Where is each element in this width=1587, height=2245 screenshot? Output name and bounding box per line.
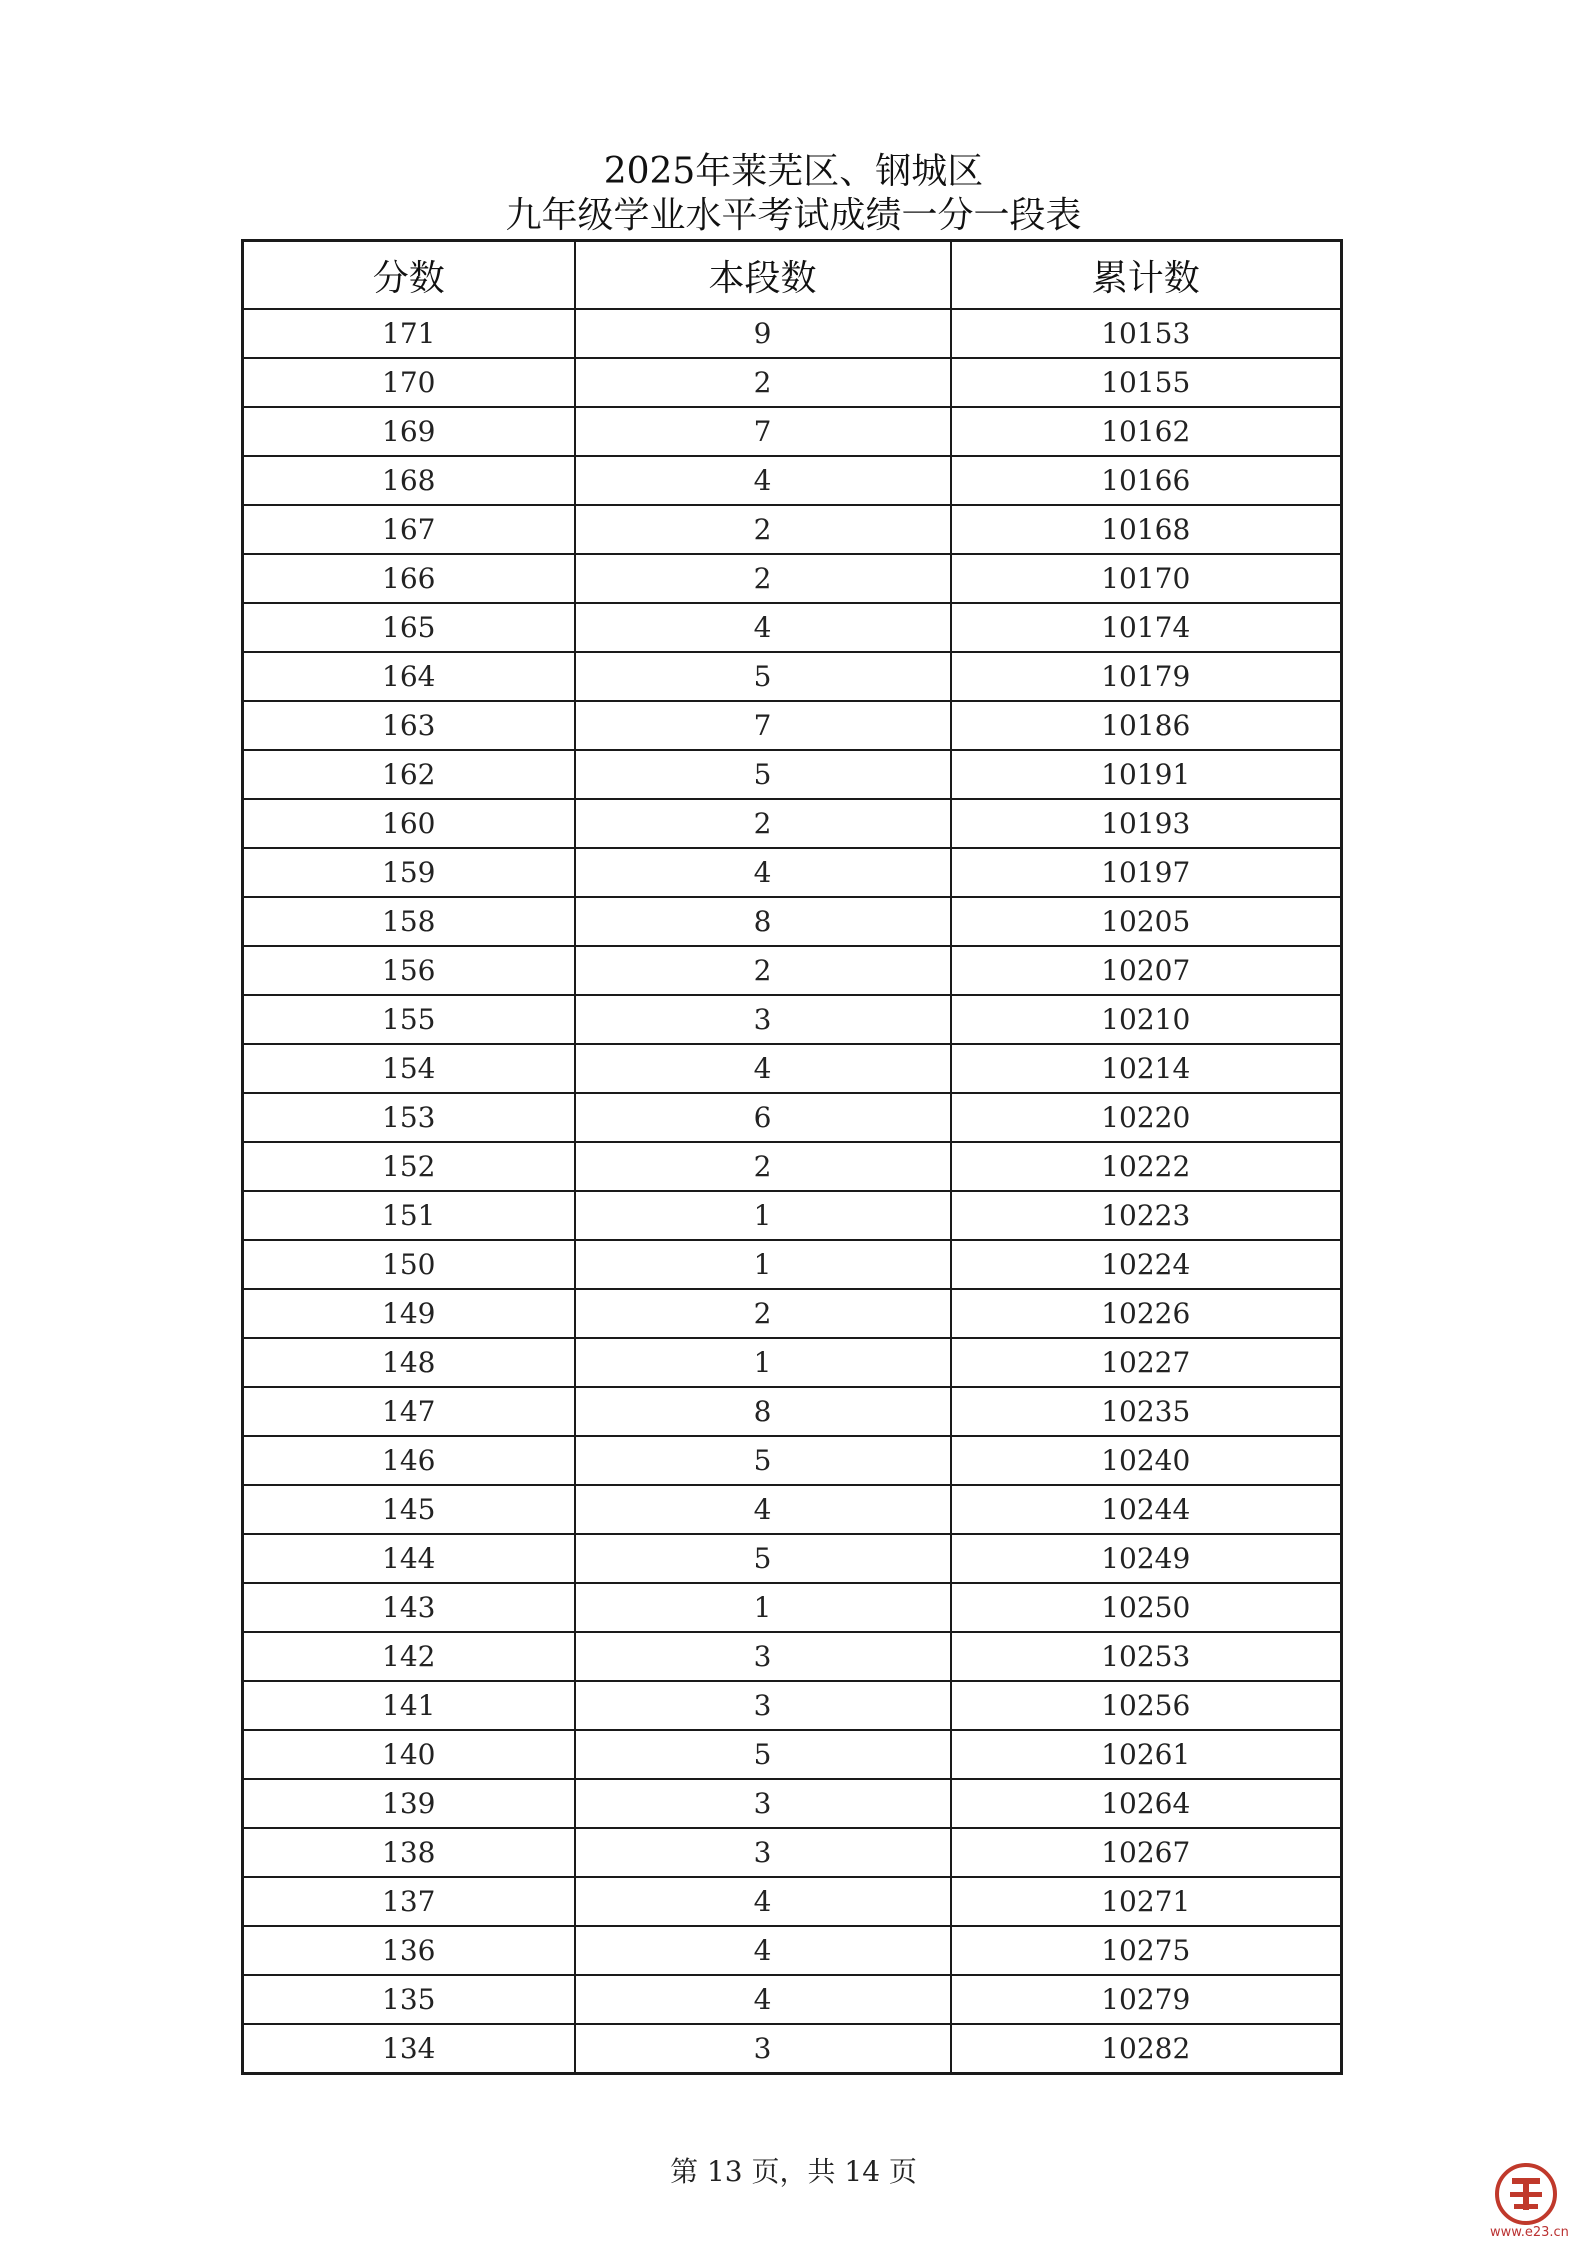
cell-segment-count: 3 xyxy=(575,1681,951,1730)
cell-cumulative: 10168 xyxy=(951,505,1342,554)
cell-score: 147 xyxy=(243,1387,575,1436)
cell-segment-count: 5 xyxy=(575,1730,951,1779)
cell-score: 169 xyxy=(243,407,575,456)
cell-score: 134 xyxy=(243,2024,575,2074)
cell-cumulative: 10191 xyxy=(951,750,1342,799)
cell-score: 163 xyxy=(243,701,575,750)
cell-segment-count: 2 xyxy=(575,799,951,848)
cell-segment-count: 1 xyxy=(575,1191,951,1240)
cell-cumulative: 10244 xyxy=(951,1485,1342,1534)
cell-segment-count: 3 xyxy=(575,2024,951,2074)
table-row xyxy=(243,1142,1342,1191)
table-row xyxy=(243,1240,1342,1289)
cell-cumulative: 10222 xyxy=(951,1142,1342,1191)
cell-segment-count: 5 xyxy=(575,750,951,799)
table-row xyxy=(243,1583,1342,1632)
cell-cumulative: 10210 xyxy=(951,995,1342,1044)
cell-segment-count: 3 xyxy=(575,1632,951,1681)
cell-cumulative: 10235 xyxy=(951,1387,1342,1436)
cell-score: 144 xyxy=(243,1534,575,1583)
cell-cumulative: 10179 xyxy=(951,652,1342,701)
site-logo-icon xyxy=(1494,2162,1558,2226)
cell-segment-count: 4 xyxy=(575,848,951,897)
cell-segment-count: 6 xyxy=(575,1093,951,1142)
column-header-cumulative: 累计数 xyxy=(951,241,1342,310)
cell-cumulative: 10261 xyxy=(951,1730,1342,1779)
table-row xyxy=(243,505,1342,554)
cell-score: 149 xyxy=(243,1289,575,1338)
cell-score: 156 xyxy=(243,946,575,995)
cell-score: 151 xyxy=(243,1191,575,1240)
cell-score: 139 xyxy=(243,1779,575,1828)
cell-score: 158 xyxy=(243,897,575,946)
cell-cumulative: 10207 xyxy=(951,946,1342,995)
table-row xyxy=(243,946,1342,995)
cell-cumulative: 10197 xyxy=(951,848,1342,897)
cell-cumulative: 10193 xyxy=(951,799,1342,848)
table-row xyxy=(243,358,1342,407)
cell-cumulative: 10220 xyxy=(951,1093,1342,1142)
cell-score: 136 xyxy=(243,1926,575,1975)
table-row xyxy=(243,1289,1342,1338)
cell-cumulative: 10253 xyxy=(951,1632,1342,1681)
cell-score: 164 xyxy=(243,652,575,701)
cell-segment-count: 2 xyxy=(575,1142,951,1191)
table-row xyxy=(243,1975,1342,2024)
cell-cumulative: 10224 xyxy=(951,1240,1342,1289)
cell-cumulative: 10170 xyxy=(951,554,1342,603)
cell-segment-count: 4 xyxy=(575,456,951,505)
cell-cumulative: 10226 xyxy=(951,1289,1342,1338)
table-row xyxy=(243,1877,1342,1926)
cell-score: 152 xyxy=(243,1142,575,1191)
table-row xyxy=(243,1534,1342,1583)
cell-cumulative: 10282 xyxy=(951,2024,1342,2074)
document-title: 2025年莱芜区、钢城区 xyxy=(603,151,984,192)
cell-score: 143 xyxy=(243,1583,575,1632)
cell-score: 167 xyxy=(243,505,575,554)
table-row xyxy=(243,652,1342,701)
table-row xyxy=(243,1730,1342,1779)
cell-segment-count: 2 xyxy=(575,946,951,995)
cell-segment-count: 4 xyxy=(575,603,951,652)
cell-segment-count: 2 xyxy=(575,1289,951,1338)
cell-segment-count: 5 xyxy=(575,1534,951,1583)
score-distribution-table xyxy=(241,239,1343,2075)
cell-cumulative: 10267 xyxy=(951,1828,1342,1877)
table-row xyxy=(243,309,1342,358)
cell-score: 140 xyxy=(243,1730,575,1779)
table-row xyxy=(243,1093,1342,1142)
cell-cumulative: 10271 xyxy=(951,1877,1342,1926)
table-row xyxy=(243,1926,1342,1975)
cell-cumulative: 10162 xyxy=(951,407,1342,456)
cell-segment-count: 4 xyxy=(575,1877,951,1926)
cell-cumulative: 10155 xyxy=(951,358,1342,407)
table-header-row xyxy=(243,241,1342,310)
cell-cumulative: 10240 xyxy=(951,1436,1342,1485)
cell-score: 160 xyxy=(243,799,575,848)
column-header-segment-count: 本段数 xyxy=(575,241,951,310)
cell-segment-count: 5 xyxy=(575,652,951,701)
cell-segment-count: 8 xyxy=(575,897,951,946)
cell-score: 165 xyxy=(243,603,575,652)
table-row xyxy=(243,1436,1342,1485)
table-row xyxy=(243,456,1342,505)
cell-segment-count: 3 xyxy=(575,995,951,1044)
table-row xyxy=(243,1681,1342,1730)
cell-cumulative: 10186 xyxy=(951,701,1342,750)
cell-score: 141 xyxy=(243,1681,575,1730)
table-row xyxy=(243,995,1342,1044)
table-row xyxy=(243,1338,1342,1387)
cell-segment-count: 1 xyxy=(575,1338,951,1387)
cell-cumulative: 10250 xyxy=(951,1583,1342,1632)
cell-score: 159 xyxy=(243,848,575,897)
page-footer: 第 13 页，共 14 页 xyxy=(670,2155,917,2188)
table-row xyxy=(243,897,1342,946)
cell-score: 154 xyxy=(243,1044,575,1093)
table-row xyxy=(243,2024,1342,2074)
cell-score: 135 xyxy=(243,1975,575,2024)
cell-segment-count: 4 xyxy=(575,1485,951,1534)
cell-cumulative: 10227 xyxy=(951,1338,1342,1387)
cell-segment-count: 7 xyxy=(575,701,951,750)
table-row xyxy=(243,1485,1342,1534)
table-row xyxy=(243,1387,1342,1436)
cell-segment-count: 5 xyxy=(575,1436,951,1485)
cell-score: 142 xyxy=(243,1632,575,1681)
cell-score: 155 xyxy=(243,995,575,1044)
cell-segment-count: 2 xyxy=(575,358,951,407)
cell-score: 150 xyxy=(243,1240,575,1289)
cell-cumulative: 10249 xyxy=(951,1534,1342,1583)
table-row xyxy=(243,799,1342,848)
cell-score: 171 xyxy=(243,309,575,358)
cell-score: 162 xyxy=(243,750,575,799)
cell-score: 138 xyxy=(243,1828,575,1877)
table-row xyxy=(243,1779,1342,1828)
cell-segment-count: 3 xyxy=(575,1828,951,1877)
cell-segment-count: 7 xyxy=(575,407,951,456)
table-row xyxy=(243,750,1342,799)
cell-cumulative: 10166 xyxy=(951,456,1342,505)
cell-segment-count: 1 xyxy=(575,1583,951,1632)
table-row xyxy=(243,554,1342,603)
cell-score: 146 xyxy=(243,1436,575,1485)
cell-segment-count: 8 xyxy=(575,1387,951,1436)
cell-score: 145 xyxy=(243,1485,575,1534)
cell-segment-count: 1 xyxy=(575,1240,951,1289)
table-row xyxy=(243,701,1342,750)
cell-score: 166 xyxy=(243,554,575,603)
cell-cumulative: 10205 xyxy=(951,897,1342,946)
cell-score: 148 xyxy=(243,1338,575,1387)
cell-segment-count: 9 xyxy=(575,309,951,358)
table-row xyxy=(243,407,1342,456)
table-row xyxy=(243,1632,1342,1681)
cell-cumulative: 10153 xyxy=(951,309,1342,358)
cell-segment-count: 4 xyxy=(575,1044,951,1093)
table-row xyxy=(243,848,1342,897)
cell-segment-count: 2 xyxy=(575,505,951,554)
cell-score: 170 xyxy=(243,358,575,407)
cell-cumulative: 10275 xyxy=(951,1926,1342,1975)
column-header-score: 分数 xyxy=(243,241,575,310)
cell-segment-count: 2 xyxy=(575,554,951,603)
table-row xyxy=(243,603,1342,652)
table-row xyxy=(243,1828,1342,1877)
cell-segment-count: 3 xyxy=(575,1779,951,1828)
cell-cumulative: 10256 xyxy=(951,1681,1342,1730)
cell-cumulative: 10174 xyxy=(951,603,1342,652)
cell-cumulative: 10279 xyxy=(951,1975,1342,2024)
cell-cumulative: 10223 xyxy=(951,1191,1342,1240)
watermark-text: www.e23.cn xyxy=(1490,2225,1569,2240)
document-subtitle: 九年级学业水平考试成绩一分一段表 xyxy=(505,195,1082,236)
cell-score: 168 xyxy=(243,456,575,505)
cell-score: 153 xyxy=(243,1093,575,1142)
table-row xyxy=(243,1044,1342,1093)
cell-score: 137 xyxy=(243,1877,575,1926)
cell-cumulative: 10264 xyxy=(951,1779,1342,1828)
table-row xyxy=(243,1191,1342,1240)
cell-cumulative: 10214 xyxy=(951,1044,1342,1093)
cell-segment-count: 4 xyxy=(575,1975,951,2024)
cell-segment-count: 4 xyxy=(575,1926,951,1975)
